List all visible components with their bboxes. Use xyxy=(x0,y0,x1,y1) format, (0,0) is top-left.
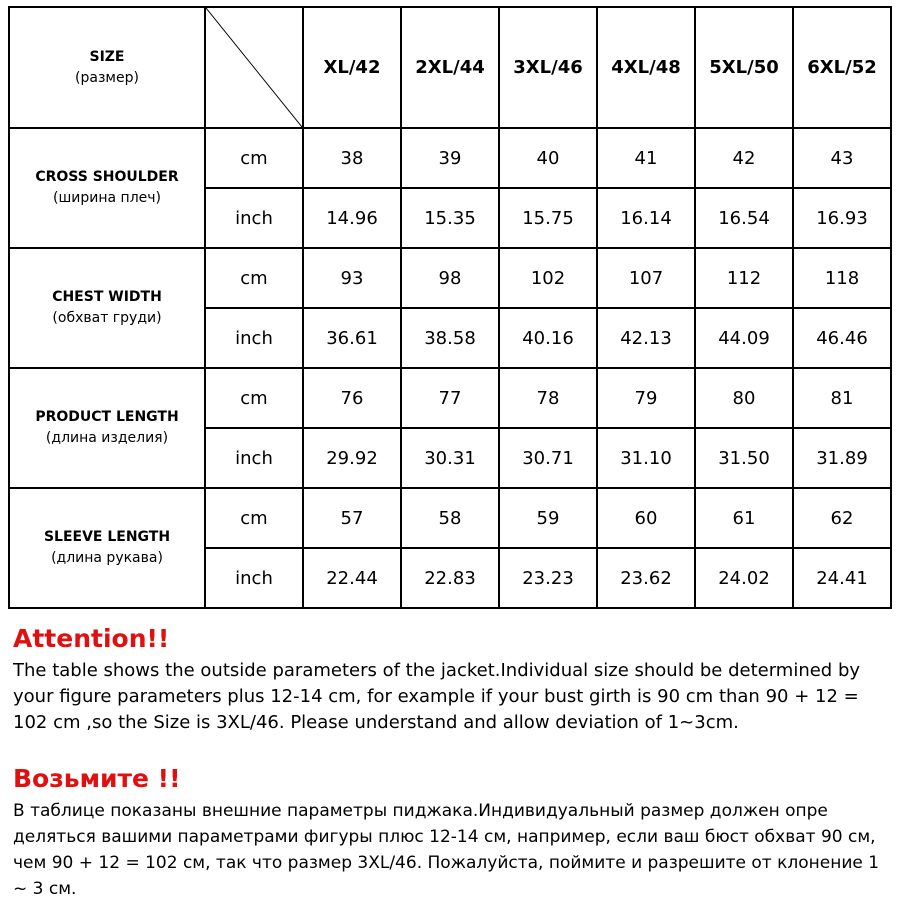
unit-cm: cm xyxy=(205,488,303,548)
measurement-label-cell xyxy=(9,368,205,488)
size-label-cell xyxy=(9,7,205,128)
sleeve-length-cm-row xyxy=(9,488,891,548)
value-cell: 81 xyxy=(793,368,891,428)
value-cell: 59 xyxy=(499,488,597,548)
value-cell: 31.10 xyxy=(597,428,695,488)
diagonal-line xyxy=(206,8,302,127)
diagonal-corner-cell xyxy=(205,7,303,128)
value-cell: 15.75 xyxy=(499,188,597,248)
attention-note-en xyxy=(13,622,891,736)
value-cell: 24.41 xyxy=(793,548,891,608)
value-cell: 24.02 xyxy=(695,548,793,608)
value-cell: 39 xyxy=(401,128,499,188)
measurement-label-ru: (ширина плеч) xyxy=(53,190,161,206)
value-cell: 16.93 xyxy=(793,188,891,248)
value-cell: 43 xyxy=(793,128,891,188)
value-cell: 15.35 xyxy=(401,188,499,248)
chest-width-cm-row xyxy=(9,248,891,308)
size-label-en: SIZE xyxy=(89,48,125,65)
unit-inch: inch xyxy=(205,548,303,608)
measurement-label-en: PRODUCT LENGTH xyxy=(35,409,179,425)
value-cell: 16.14 xyxy=(597,188,695,248)
value-cell: 102 xyxy=(499,248,597,308)
measurement-label-ru: (обхват груди) xyxy=(52,310,162,326)
value-cell: 61 xyxy=(695,488,793,548)
size-header: XL/42 xyxy=(303,7,401,128)
unit-cm: cm xyxy=(205,368,303,428)
value-cell: 22.83 xyxy=(401,548,499,608)
cross-shoulder-cm-row xyxy=(9,128,891,188)
value-cell: 44.09 xyxy=(695,308,793,368)
unit-cm: cm xyxy=(205,248,303,308)
value-cell: 107 xyxy=(597,248,695,308)
value-cell: 14.96 xyxy=(303,188,401,248)
value-cell: 23.23 xyxy=(499,548,597,608)
measurement-label-en: CHEST WIDTH xyxy=(52,289,162,305)
size-header: 5XL/50 xyxy=(695,7,793,128)
value-cell: 41 xyxy=(597,128,695,188)
value-cell: 62 xyxy=(793,488,891,548)
attention-title-ru: Возьмите !! xyxy=(13,764,181,793)
measurement-label-en: CROSS SHOULDER xyxy=(35,169,179,185)
value-cell: 80 xyxy=(695,368,793,428)
value-cell: 46.46 xyxy=(793,308,891,368)
size-header: 4XL/48 xyxy=(597,7,695,128)
value-cell: 29.92 xyxy=(303,428,401,488)
product-length-cm-row xyxy=(9,368,891,428)
value-cell: 76 xyxy=(303,368,401,428)
value-cell: 38.58 xyxy=(401,308,499,368)
measurement-label-cell xyxy=(9,248,205,368)
header-row xyxy=(9,7,891,128)
measurement-label-ru: (длина изделия) xyxy=(45,430,169,446)
value-cell: 30.31 xyxy=(401,428,499,488)
measurement-label-ru: (длина рукава) xyxy=(51,550,163,566)
unit-inch: inch xyxy=(205,188,303,248)
value-cell: 77 xyxy=(401,368,499,428)
measurement-label-cell xyxy=(9,128,205,248)
value-cell: 42.13 xyxy=(597,308,695,368)
value-cell: 58 xyxy=(401,488,499,548)
value-cell: 22.44 xyxy=(303,548,401,608)
value-cell: 57 xyxy=(303,488,401,548)
value-cell: 93 xyxy=(303,248,401,308)
attention-title-en: Attention!! xyxy=(13,624,170,653)
value-cell: 23.62 xyxy=(597,548,695,608)
value-cell: 42 xyxy=(695,128,793,188)
size-header: 6XL/52 xyxy=(793,7,891,128)
value-cell: 112 xyxy=(695,248,793,308)
attention-note-ru xyxy=(13,762,891,902)
size-label-ru: (размер) xyxy=(75,69,139,86)
size-header: 3XL/46 xyxy=(499,7,597,128)
value-cell: 78 xyxy=(499,368,597,428)
measurement-label-cell xyxy=(9,488,205,608)
value-cell: 30.71 xyxy=(499,428,597,488)
value-cell: 40 xyxy=(499,128,597,188)
value-cell: 38 xyxy=(303,128,401,188)
value-cell: 98 xyxy=(401,248,499,308)
value-cell: 60 xyxy=(597,488,695,548)
unit-inch: inch xyxy=(205,428,303,488)
value-cell: 31.89 xyxy=(793,428,891,488)
value-cell: 36.61 xyxy=(303,308,401,368)
value-cell: 118 xyxy=(793,248,891,308)
attention-body-en: The table shows the outside parameters of the jacket.Individual size should be determined by your figure parameters plus 12-14 cm, for example if your bust girth is 90 cm than 90 + 12 = 102 cm ,so the Size is 3XL/46. Please understand and allow deviation of 1~3cm. xyxy=(13,660,861,733)
size-chart-table xyxy=(8,6,892,609)
value-cell: 40.16 xyxy=(499,308,597,368)
unit-cm: cm xyxy=(205,128,303,188)
value-cell: 16.54 xyxy=(695,188,793,248)
value-cell: 31.50 xyxy=(695,428,793,488)
attention-body-ru: В таблице показаны внешние параметры пиджака.Индивидуальный размер должен опре деляться вашими параметрами фигуры плюс 12-14 см, например, если ваш бюст обхват 90 см, чем 90 + 12 = 102 см, так что размер 3XL/46. Пожалуйста, поймите и разрешите от клонение 1 ~ 3 см. xyxy=(13,801,880,899)
size-header: 2XL/44 xyxy=(401,7,499,128)
measurement-label-en: SLEEVE LENGTH xyxy=(43,529,171,545)
value-cell: 79 xyxy=(597,368,695,428)
unit-inch: inch xyxy=(205,308,303,368)
